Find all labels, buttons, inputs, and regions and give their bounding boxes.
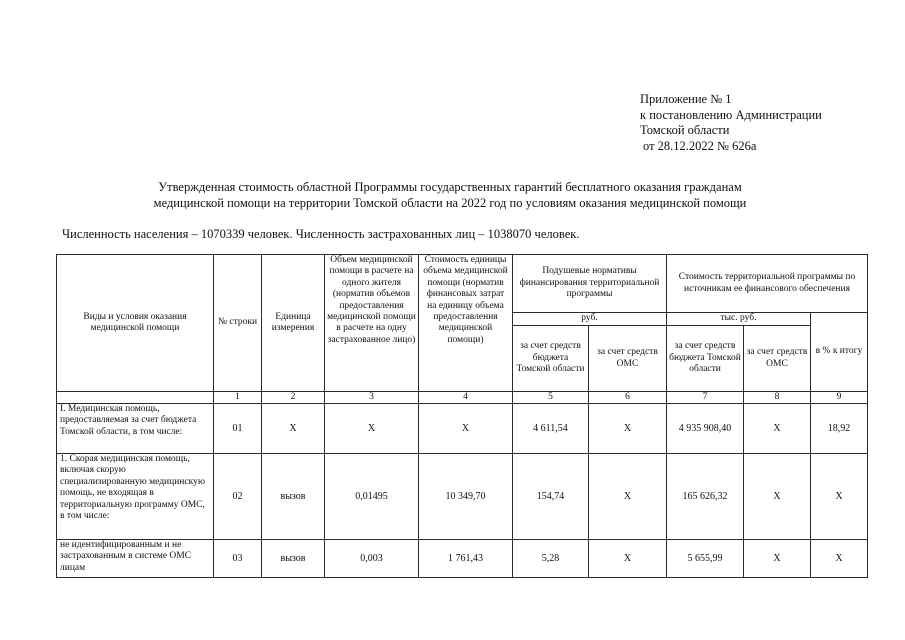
title-line: Утвержденная стоимость областной Программы государственных гарантий бесплатного оказания гражданам [158, 180, 742, 194]
row-volume: Х [325, 404, 419, 454]
row-total-budget: 165 626,32 [667, 454, 744, 540]
header-volume: Объем медицинской помощи в расчете на одного жителя (норматив объемов предоставления медицинской помощи в расчете на одну застрахованное лицо) [325, 255, 419, 392]
column-number: 9 [811, 392, 868, 404]
table-row [57, 540, 868, 578]
row-unit: вызов [262, 540, 325, 578]
row-percent: Х [811, 454, 868, 540]
header-unit: Единица измерения [262, 255, 325, 392]
header-unit-rub: руб. [513, 313, 667, 326]
row-volume: 0,003 [325, 540, 419, 578]
header-percent: в % к итогу [811, 313, 868, 392]
column-number: 1 [214, 392, 262, 404]
annex-line: к постановлению Администрации [640, 107, 822, 122]
row-unit-cost: 10 349,70 [419, 454, 513, 540]
row-total-oms: Х [744, 404, 811, 454]
header-unit-thousand-rub: тыс. руб. [667, 313, 811, 326]
row-per-capita-oms: Х [589, 404, 667, 454]
header-kind: Виды и условия оказания медицинской помощи [57, 255, 214, 392]
row-unit-cost: Х [419, 404, 513, 454]
row-number: 03 [214, 540, 262, 578]
row-per-capita-oms: Х [589, 454, 667, 540]
column-number: 7 [667, 392, 744, 404]
cost-table [56, 254, 868, 578]
row-per-capita-budget: 4 611,54 [513, 404, 589, 454]
row-percent: 18,92 [811, 404, 868, 454]
column-number: 2 [262, 392, 325, 404]
header-per-capita-group: Подушевые нормативы финансирования территориальной программы [513, 255, 667, 313]
header-per-capita-budget: за счет средств бюджета Томской области [513, 326, 589, 392]
title-line: медицинской помощи на территории Томской области на 2022 год по условиям оказания медицинской помощи [153, 195, 747, 210]
row-number: 01 [214, 404, 262, 454]
column-number: 5 [513, 392, 589, 404]
header-unit-cost: Стоимость единицы объема медицинской помощи (норматив финансовых затрат на единицу объема предоставления медицинской помощи) [419, 255, 513, 392]
annex-line: Томской области [640, 123, 730, 137]
row-per-capita-budget: 154,74 [513, 454, 589, 540]
row-unit: вызов [262, 454, 325, 540]
row-total-oms: Х [744, 454, 811, 540]
column-number [57, 392, 214, 404]
row-unit: Х [262, 404, 325, 454]
population-line: Численность населения – 1070339 человек. Численность застрахованных лиц – 1038070 человек. [62, 227, 580, 241]
header-total-cost-group: Стоимость территориальной программы по источникам ее финансового обеспечения [667, 255, 868, 313]
column-number: 8 [744, 392, 811, 404]
header-total-oms: за счет средств ОМС [744, 326, 811, 392]
row-unit-cost: 1 761,43 [419, 540, 513, 578]
annex-line: от 28.12.2022 № 626а [643, 138, 757, 153]
row-name: 1. Скорая медицинская помощь, включая скорую специализированную медицинскую помощь, не входящая в территориальную программу ОМС, в том числе: [57, 454, 214, 540]
row-per-capita-budget: 5,28 [513, 540, 589, 578]
row-total-oms: Х [744, 540, 811, 578]
column-number: 4 [419, 392, 513, 404]
column-number-row [57, 392, 868, 404]
table-row [57, 454, 868, 540]
row-number: 02 [214, 454, 262, 540]
document-title [120, 180, 780, 211]
row-name: I. Медицинская помощь, предоставляемая за счет бюджета Томской области, в том числе: [57, 404, 214, 454]
row-per-capita-oms: Х [589, 540, 667, 578]
row-total-budget: 5 655,99 [667, 540, 744, 578]
header-row-number: № строки [214, 255, 262, 392]
table-row [57, 404, 868, 454]
row-name: не идентифицированным и не застрахованным в системе ОМС лицам [57, 540, 214, 578]
row-total-budget: 4 935 908,40 [667, 404, 744, 454]
column-number: 6 [589, 392, 667, 404]
row-percent: Х [811, 540, 868, 578]
row-volume: 0,01495 [325, 454, 419, 540]
annex-line: Приложение № 1 [640, 92, 732, 106]
column-number: 3 [325, 392, 419, 404]
header-per-capita-oms: за счет средств ОМС [589, 326, 667, 392]
header-total-budget: за счет средств бюджета Томской области [667, 326, 744, 392]
annex-block [640, 92, 822, 154]
